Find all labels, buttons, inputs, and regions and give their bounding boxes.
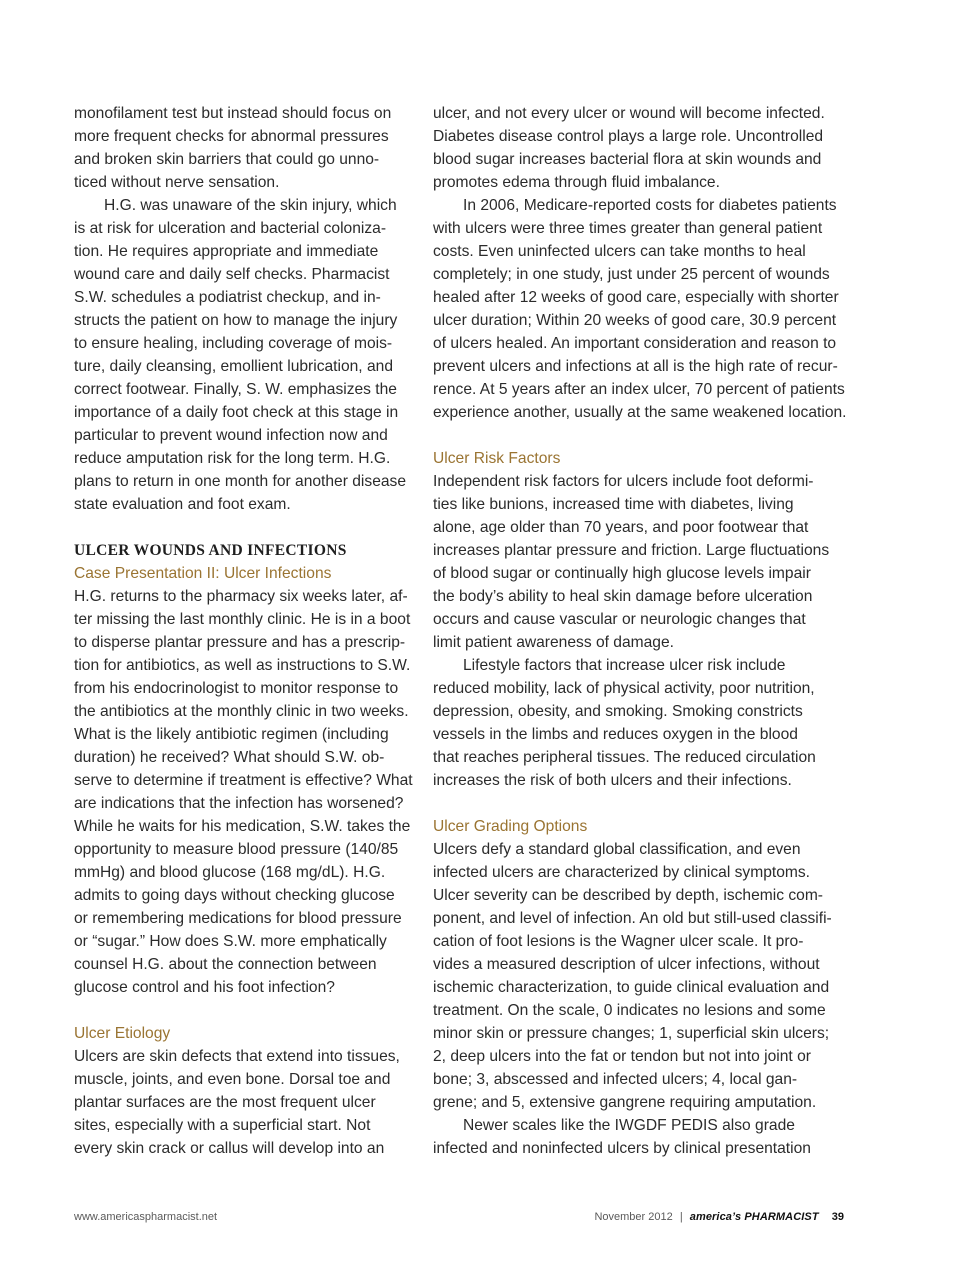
- text-line: blood sugar increases bacterial flora at skin wounds and: [433, 151, 822, 168]
- text-line: to disperse plantar pressure and has a prescrip-: [74, 634, 406, 651]
- text-line: H.G. was unaware of the skin injury, which: [104, 197, 397, 214]
- text-line: treatment. On the scale, 0 indicates no lesions and some: [433, 1002, 826, 1019]
- text-line: structs the patient on how to manage the injury: [74, 312, 398, 329]
- footer-date: November 2012: [594, 1211, 673, 1223]
- text-line: with ulcers were three times greater than general patient: [433, 220, 823, 237]
- footer-issue-info: [594, 1211, 844, 1223]
- case-paragraph: [74, 585, 416, 999]
- continuation-paragraph: [433, 102, 843, 194]
- text-line: ticed without nerve sensation.: [74, 174, 280, 191]
- risk-factors-heading: Ulcer Risk Factors: [433, 450, 561, 467]
- text-line: experience another, usually at the same weakened location.: [433, 404, 847, 421]
- text-line: infected ulcers are characterized by clinical symptoms.: [433, 864, 810, 881]
- page-number: 39: [831, 1211, 844, 1223]
- text-line: mmHg) and blood glucose (168 mg/dL). H.G.: [74, 864, 386, 881]
- case-heading: Case Presentation II: Ulcer Infections: [74, 565, 332, 582]
- text-line: infected and noninfected ulcers by clinical presentation: [433, 1140, 811, 1157]
- text-line: more frequent checks for abnormal pressures: [74, 128, 389, 145]
- text-line: are indications that the infection has worsened?: [74, 795, 404, 812]
- new-scales-paragraph: [433, 1114, 843, 1160]
- text-line: and broken skin barriers that could go unno-: [74, 151, 380, 168]
- text-line: reduce amputation risk for the long term. H.G.: [74, 450, 391, 467]
- text-line: ties like bunions, increased time with diabetes, living: [433, 496, 794, 513]
- text-line: every skin crack or callus will develop into an: [74, 1140, 385, 1157]
- etiology-paragraph: [74, 1045, 416, 1160]
- text-line: of ulcers healed. An important consideration and reason to: [433, 335, 837, 352]
- text-line: Ulcers are skin defects that extend into tissues,: [74, 1048, 400, 1065]
- text-line: H.G. returns to the pharmacy six weeks later, af-: [74, 588, 408, 605]
- text-line: from his endocrinologist to monitor response to: [74, 680, 399, 697]
- text-line: S.W. schedules a podiatrist checkup, and in-: [74, 289, 381, 306]
- costs-paragraph: [433, 194, 847, 424]
- text-line: particular to prevent wound infection now and: [74, 427, 388, 444]
- left-column: [74, 102, 416, 1160]
- text-line: or “sugar.” How does S.W. more emphatically: [74, 933, 387, 950]
- page-footer: [74, 1211, 844, 1227]
- grading-heading: Ulcer Grading Options: [433, 818, 588, 835]
- text-line: the antibiotics at the monthly clinic in two weeks.: [74, 703, 409, 720]
- intro-paragraph: [74, 102, 416, 194]
- text-line: wound care and daily self checks. Pharmacist: [74, 266, 390, 283]
- text-line: While he waits for his medication, S.W. takes the: [74, 818, 411, 835]
- text-line: ture, daily cleansing, emollient lubrication, and: [74, 358, 393, 375]
- text-line: monofilament test but instead should focus on: [74, 105, 392, 122]
- text-line: occurs and cause vascular or neurologic changes that: [433, 611, 806, 628]
- etiology-heading: Ulcer Etiology: [74, 1025, 171, 1042]
- text-line: Ulcer severity can be described by depth, ischemic com-: [433, 887, 824, 904]
- text-line: plans to return in one month for another disease: [74, 473, 407, 490]
- section-heading: ULCER WOUNDS AND INFECTIONS: [74, 542, 347, 559]
- text-line: correct footwear. Finally, S. W. emphasizes the: [74, 381, 397, 398]
- spacer: [433, 792, 843, 815]
- text-line: or remembering medications for blood pressure: [74, 910, 402, 927]
- text-line: promotes edema through fluid imbalance.: [433, 174, 720, 191]
- risk-factors-paragraph: [433, 470, 843, 654]
- spacer: [74, 516, 416, 539]
- text-line: reduced mobility, lack of physical activity, poor nutrition,: [433, 680, 815, 697]
- text-line: grene; and 5, extensive gangrene requiring amputation.: [433, 1094, 817, 1111]
- text-line: to ensure healing, including coverage of mois-: [74, 335, 393, 352]
- wound-care-paragraph: [74, 194, 416, 516]
- text-line: What is the likely antibiotic regimen (including: [74, 726, 389, 743]
- text-line: opportunity to measure blood pressure (140/85: [74, 841, 399, 858]
- text-line: depression, obesity, and smoking. Smoking constricts: [433, 703, 803, 720]
- text-line: In 2006, Medicare-reported costs for diabetes patients: [463, 197, 837, 214]
- text-line: plantar surfaces are the most frequent ulcer: [74, 1094, 376, 1111]
- text-line: limit patient awareness of damage.: [433, 634, 674, 651]
- grading-paragraph: [433, 838, 843, 1114]
- text-line: state evaluation and foot exam.: [74, 496, 291, 513]
- footer-separator: |: [679, 1211, 683, 1223]
- text-line: cation of foot lesions is the Wagner ulcer scale. It pro-: [433, 933, 804, 950]
- text-line: Ulcers defy a standard global classification, and even: [433, 841, 801, 858]
- text-line: muscle, joints, and even bone. Dorsal toe and: [74, 1071, 391, 1088]
- text-line: Diabetes disease control plays a large role. Uncontrolled: [433, 128, 824, 145]
- lifestyle-paragraph: [433, 654, 843, 792]
- text-line: alone, age older than 70 years, and poor footwear that: [433, 519, 809, 536]
- text-line: 2, deep ulcers into the fat or tendon but not into joint or: [433, 1048, 811, 1065]
- text-line: rence. At 5 years after an index ulcer, 70 percent of patients: [433, 381, 845, 398]
- text-line: duration) he received? What should S.W. ob-: [74, 749, 385, 766]
- text-line: Newer scales like the IWGDF PEDIS also grade: [463, 1117, 795, 1134]
- text-line: ulcer, and not every ulcer or wound will become infected.: [433, 105, 825, 122]
- text-line: prevent ulcers and infections at all is the high rate of recur-: [433, 358, 838, 375]
- text-line: tion for antibiotics, as well as instructions to S.W.: [74, 657, 411, 674]
- text-line: Lifestyle factors that increase ulcer risk include: [463, 657, 786, 674]
- text-line: bone; 3, abscessed and infected ulcers; 4, local gan-: [433, 1071, 798, 1088]
- magazine-name: america’s PHARMACIST: [689, 1211, 819, 1223]
- text-line: admits to going days without checking glucose: [74, 887, 395, 904]
- text-line: sites, especially with a superficial start. Not: [74, 1117, 371, 1134]
- text-line: increases plantar pressure and friction. Large fluctuations: [433, 542, 830, 559]
- text-line: that reaches peripheral tissues. The reduced circulation: [433, 749, 816, 766]
- text-line: of blood sugar or continually high glucose levels impair: [433, 565, 811, 582]
- text-line: ulcer duration; Within 20 weeks of good care, 30.9 percent: [433, 312, 837, 329]
- text-line: ischemic characterization, to guide clinical evaluation and: [433, 979, 830, 996]
- text-line: ponent, and level of infection. An old but still-used classifi-: [433, 910, 832, 927]
- text-line: Independent risk factors for ulcers include foot deformi-: [433, 473, 814, 490]
- text-line: glucose control and his foot infection?: [74, 979, 335, 996]
- text-line: completely; in one study, just under 25 percent of wounds: [433, 266, 830, 283]
- text-line: increases the risk of both ulcers and their infections.: [433, 772, 792, 789]
- text-line: vides a measured description of ulcer infections, without: [433, 956, 820, 973]
- text-line: healed after 12 weeks of good care, especially with shorter: [433, 289, 839, 306]
- text-line: serve to determine if treatment is effective? What: [74, 772, 413, 789]
- text-line: ter missing the last monthly clinic. He is in a boot: [74, 611, 411, 628]
- right-column: [433, 102, 847, 1160]
- footer-url-link[interactable]: www.americaspharmacist.net: [74, 1211, 218, 1223]
- text-line: counsel H.G. about the connection between: [74, 956, 377, 973]
- text-line: importance of a daily foot check at this stage in: [74, 404, 399, 421]
- text-line: costs. Even uninfected ulcers can take months to heal: [433, 243, 806, 260]
- text-line: vessels in the limbs and reduces oxygen in the blood: [433, 726, 798, 743]
- spacer: [433, 424, 843, 447]
- text-line: the body’s ability to heal skin damage before ulceration: [433, 588, 813, 605]
- text-line: is at risk for ulceration and bacterial coloniza-: [74, 220, 387, 237]
- text-line: tion. He requires appropriate and immediate: [74, 243, 379, 260]
- spacer: [74, 999, 416, 1022]
- text-line: minor skin or pressure changes; 1, superficial skin ulcers;: [433, 1025, 830, 1042]
